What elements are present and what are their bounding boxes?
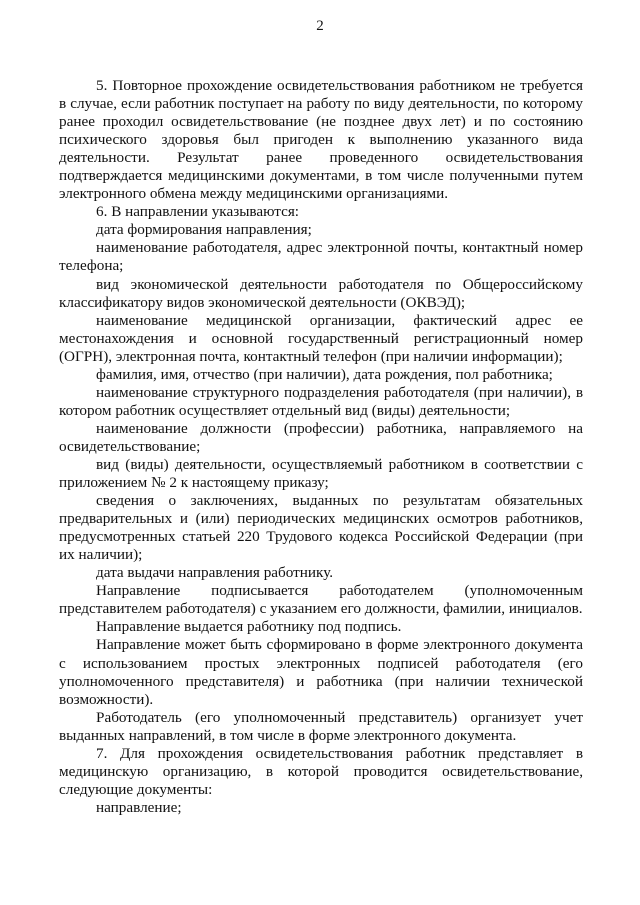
list-item-worker-identity: фамилия, имя, отчество (при наличии), дата рождения, пол работника; bbox=[96, 365, 553, 383]
list-item-department: наименование структурного подразделения работодателя (при наличии), в котором работник осуществляет отдельный вид (виды) деятельности; bbox=[59, 383, 583, 419]
paragraph-employer-records: Работодатель (его уполномоченный представитель) организует учет выданных направлений, в том числе в форме электронного документа. bbox=[59, 708, 583, 744]
list-item-medical-organization: наименование медицинской организации, фактический адрес ее местонахождения и основной государственный регистрационный номер (ОГРН), электронная почта, контактный телефон (при наличии информации); bbox=[59, 311, 583, 365]
list-item-employer-contacts: наименование работодателя, адрес электронной почты, контактный номер телефона; bbox=[59, 239, 583, 275]
list-item-activity-type: вид (виды) деятельности, осуществляемый работником в соответствии с приложением № 2 к настоящему приказу; bbox=[59, 455, 583, 492]
paragraph-7-documents: 7. Для прохождения освидетельствования работник представляет в медицинскую организацию, в которой проводится освидетельствование, следующие документы: bbox=[59, 744, 583, 798]
paragraph-issued-against-signature: Направление выдается работнику под подпись. bbox=[96, 618, 402, 636]
list-item-position: наименование должности (профессии) работника, направляемого на освидетельствование; bbox=[59, 419, 583, 455]
paragraph-6-heading: 6. В направлении указываются: bbox=[96, 203, 300, 221]
list-item-referral-date: дата формирования направления; bbox=[96, 221, 312, 239]
list-item-okved: вид экономической деятельности работодателя по Общероссийскому классификатору видов экономической деятельности (ОКВЭД); bbox=[59, 275, 583, 311]
list-item-medical-conclusions: сведения о заключениях, выданных по результатам обязательных предварительных и (или) периодических медицинских осмотров работников, предусмотренных статьей 220 Трудового кодекса Российской Федерации (при их наличии); bbox=[59, 492, 583, 564]
list-item-referral: направление; bbox=[96, 798, 182, 816]
paragraph-electronic-form: Направление может быть сформировано в форме электронного документа с использованием простых электронных подписей работодателя (его уполномоченного представителя) и работника (при наличии технической возможности). bbox=[59, 636, 583, 708]
page-number: 2 bbox=[316, 18, 324, 34]
paragraph-5-repeat-exam: 5. Повторное прохождение освидетельствования работником не требуется в случае, если работник поступает на работу по виду деятельности, по которому ранее проходил освидетельствование (не позднее двух лет) и по состоянию психического здоровья был пригоден к выполнению указанного вида деятельности. Результат ранее проведенного освидетельствования подтверждается медицинскими документами, в том числе полученными путем электронного обмена между медицинскими организациями. bbox=[59, 77, 583, 203]
list-item-issue-date: дата выдачи направления работнику. bbox=[96, 564, 334, 582]
document-body bbox=[59, 77, 583, 817]
paragraph-signature: Направление подписывается работодателем (уполномоченным представителем работодателя) с указанием его должности, фамилии, инициалов. bbox=[59, 582, 583, 618]
